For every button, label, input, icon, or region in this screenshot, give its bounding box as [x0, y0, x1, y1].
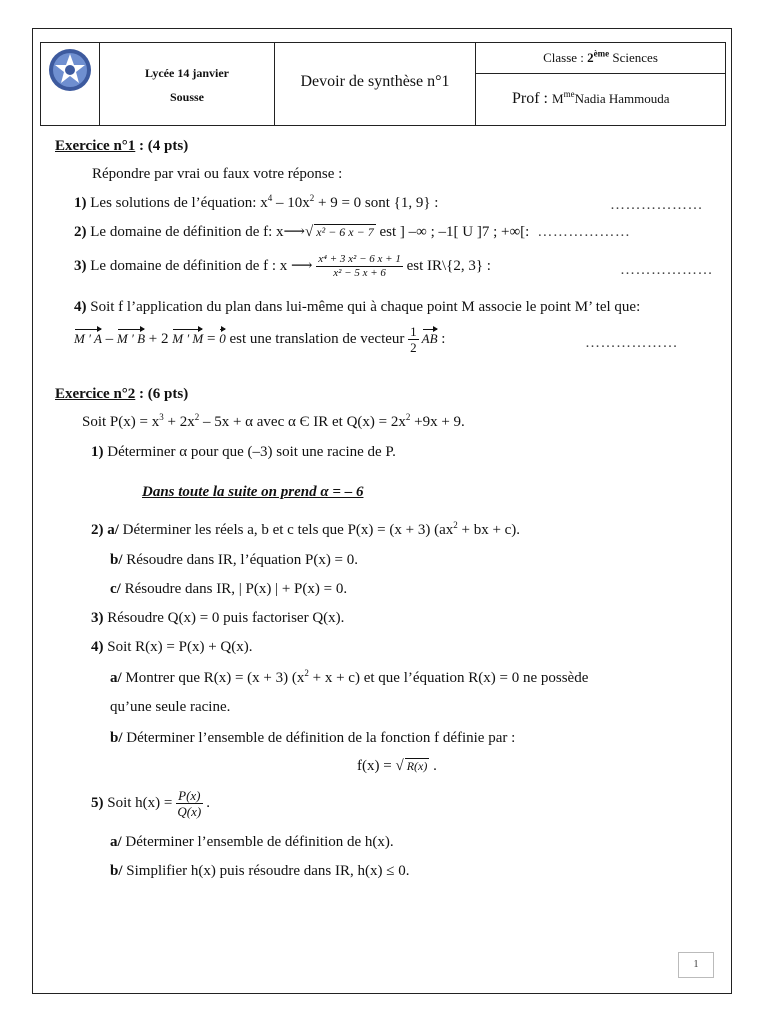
ex2-f-def-a: f(x) = [357, 758, 396, 774]
ex1-q3-numerator: x⁴ + 3 x² − 6 x + 1 [318, 253, 401, 265]
sqrt-radical-icon: √ [305, 224, 314, 240]
ex1-q3-text-a: Le domaine de définition de f : x ⟶ [86, 257, 313, 274]
ex2-definition [82, 414, 465, 431]
ex1-q3-answer-dots: ……………… [620, 262, 713, 278]
ex1-heading [55, 138, 188, 155]
ex1-instruction: Répondre par vrai ou faux votre réponse : [92, 166, 343, 182]
header-table [40, 42, 726, 126]
title-cell [275, 43, 475, 125]
ex1-q4-half [408, 324, 419, 355]
info-cell [475, 43, 725, 125]
ex2-q2c-text: Résoudre dans IR, | P(x) | + P(x) = 0. [120, 581, 348, 597]
vector-zero: 0 [219, 327, 226, 347]
ex2-q5 [91, 788, 210, 819]
sqrt-radical-icon: √ [395, 758, 404, 774]
ex1-q1-answer-dots: ……………… [610, 197, 703, 213]
ex1-title: Exercice n°1 [55, 138, 136, 154]
ex2-q2a-text2: + bx + c). [457, 522, 521, 538]
ex1-q2-text-b: est ] –∞ ; –1[ U ]7 ; +∞[: [375, 224, 530, 240]
ex1-q4-eq: = [203, 330, 220, 347]
ex2-q5-text-a: Soit h(x) = [103, 794, 177, 811]
ex2-q2b-label: b/ [110, 552, 123, 568]
ex2-f-def-b: . [429, 758, 437, 774]
ex2-q5-text-b: . [202, 794, 211, 811]
ex2-q2a-label: a/ [103, 522, 119, 538]
ex2-q5b [110, 863, 409, 880]
ex2-q2a [91, 522, 520, 539]
ex2-q2b [110, 552, 358, 569]
ex1-q2-answer-dots: ……………… [537, 224, 631, 240]
ex2-q4-num: 4) [91, 639, 104, 655]
ex1-q1-num: 1) [74, 195, 87, 211]
ex2-q4 [91, 639, 253, 656]
class-suffix: Sciences [609, 50, 658, 65]
class-info [476, 43, 725, 74]
prof-label: Prof : [512, 90, 552, 107]
school-name-line1: Lycée 14 janvier [145, 66, 229, 80]
ex2-q2a-sup: 2 [453, 520, 458, 530]
vector-mpb: M ′ B [117, 327, 145, 347]
ex2-q2a-text1: Déterminer les réels a, b et c tels que P(x) = (x + 3) (ax [118, 522, 454, 538]
ex2-q3-num: 3) [91, 610, 104, 626]
ex2-q5a [110, 834, 394, 851]
ex2-q5a-text: Déterminer l’ensemble de définition de h(x). [121, 834, 394, 850]
ex2-q4-text: Soit R(x) = P(x) + Q(x). [103, 639, 253, 655]
prof-name: Nadia Hammouda [574, 91, 670, 106]
ex2-q4a-sup: 2 [304, 668, 309, 678]
ex2-q5-frac-den: Q(x) [177, 804, 202, 819]
ex2-q4a-cont: qu’une seule racine. [110, 699, 231, 715]
ex1-q2-text-a: Le domaine de définition de f: x [86, 224, 284, 240]
logo-cell [41, 43, 99, 125]
ex2-q4a-text2: + x + c) et que l’équation R(x) = 0 ne possède [308, 670, 589, 686]
ex1-q4-relation [74, 324, 445, 355]
school-name-line2: Sousse [169, 90, 204, 104]
ex2-title: Exercice n°2 [55, 386, 136, 402]
ex1-q1-text-c: + 9 = 0 sont {1, 9} : [314, 195, 439, 211]
ex2-q4a [110, 670, 588, 687]
ex2-def-sup1: 3 [159, 412, 164, 422]
ex2-q5-num: 5) [91, 794, 104, 811]
class-sup: ème [593, 48, 610, 59]
ex1-q1-sup1: 4 [267, 193, 273, 203]
ex2-q4a-label: a/ [110, 670, 122, 686]
ex2-def-sup2: 2 [194, 412, 200, 422]
ex2-heading [55, 386, 188, 403]
ex2-q5b-label: b/ [110, 863, 123, 879]
ex2-def-a: Soit P(x) = x [82, 414, 160, 430]
ex1-q4-answer-dots: ……………… [585, 335, 678, 351]
ex2-def-d: +9x + 9. [410, 414, 465, 430]
ex2-q2c-label: c/ [110, 581, 121, 597]
ex2-q5b-text: Simplifier h(x) puis résoudre dans IR, h(x) ≤ 0. [122, 863, 410, 879]
ex2-f-definition [357, 758, 437, 775]
vector-mpa: M ′ A [74, 327, 102, 347]
ex2-q2c [110, 581, 347, 598]
ex1-q2 [74, 222, 630, 241]
ex1-q4-text-a: Soit f l’application du plan dans lui-même qui à chaque point M associe le point M’ tel que: [86, 299, 641, 315]
ex1-q3-fraction [316, 253, 403, 280]
ex2-q5a-label: a/ [110, 834, 122, 850]
ex2-f-def-sqrt: R(x) [406, 759, 428, 773]
ex1-q4-num: 4) [74, 299, 87, 315]
ex2-q2b-text: Résoudre dans IR, l’équation P(x) = 0. [122, 552, 359, 568]
ex1-points: : (4 pts) [135, 138, 189, 154]
ex2-q5-frac-num: P(x) [178, 788, 201, 803]
ex1-q1-sup2: 2 [309, 193, 315, 203]
ex2-def-b: + 2x [163, 414, 195, 430]
ex1-q4-colon: : [437, 330, 446, 347]
ex1-q3 [74, 253, 491, 280]
ex2-q4b-text: Déterminer l’ensemble de définition de la fonction f définie par : [122, 730, 516, 746]
ex2-q1-text: Déterminer α pour que (–3) soit une racine de P. [103, 444, 396, 460]
ex2-q1 [91, 444, 396, 461]
ex2-q5-fraction [176, 788, 202, 819]
ex1-q2-num: 2) [74, 224, 87, 240]
prof-title-sup: me [563, 89, 575, 99]
ex2-q4a-text1: Montrer que R(x) = (x + 3) (x [121, 670, 305, 686]
ex1-q3-num: 3) [74, 257, 87, 274]
ex2-q3 [91, 610, 344, 627]
ex1-q1-text-b: – 10x [272, 195, 310, 211]
class-prefix: Classe : [543, 50, 588, 65]
school-name [100, 61, 274, 109]
ex1-q4 [74, 299, 640, 316]
prof-title: M [552, 91, 564, 106]
ex2-note: Dans toute la suite on prend α = – 6 [142, 484, 364, 500]
ex1-q1 [74, 195, 438, 212]
vector-ab: AB [422, 327, 438, 347]
ex2-q2-num: 2) [91, 522, 104, 538]
ex2-points: : (6 pts) [135, 386, 189, 402]
ex2-def-c: – 5x + α avec α Є IR et Q(x) = 2x [199, 414, 406, 430]
ex1-q2-arrow: ⟶ [283, 224, 306, 240]
ex2-q1-num: 1) [91, 444, 104, 460]
ex1-q4-text-b: est une translation de vecteur [225, 330, 409, 347]
ex1-q2-sqrt: x² − 6 x − 7 [316, 225, 374, 239]
ex2-q3-text: Résoudre Q(x) = 0 puis factoriser Q(x). [103, 610, 345, 626]
exam-title: Devoir de synthèse n°1 [300, 73, 450, 90]
ex1-q4-half-den: 2 [410, 340, 417, 355]
ex1-q4-plus: + 2 [145, 330, 173, 347]
class-level: 2 [587, 50, 594, 65]
ex2-q4b [110, 730, 515, 747]
school-logo-icon [47, 47, 93, 93]
page-number: 1 [678, 952, 714, 978]
ex1-q4-minus: – [101, 330, 117, 347]
prof-info [476, 73, 725, 125]
vector-mpm: M ′ M [172, 327, 203, 347]
school-cell [99, 43, 275, 125]
ex1-q3-denominator: x² − 5 x + 6 [333, 267, 386, 279]
ex1-q4-half-num: 1 [410, 324, 417, 339]
ex2-q4b-label: b/ [110, 730, 123, 746]
ex1-q1-text-a: Les solutions de l’équation: x [86, 195, 268, 211]
ex2-def-sup3: 2 [405, 412, 411, 422]
ex1-q3-text-b: est IR\{2, 3} : [402, 257, 491, 274]
